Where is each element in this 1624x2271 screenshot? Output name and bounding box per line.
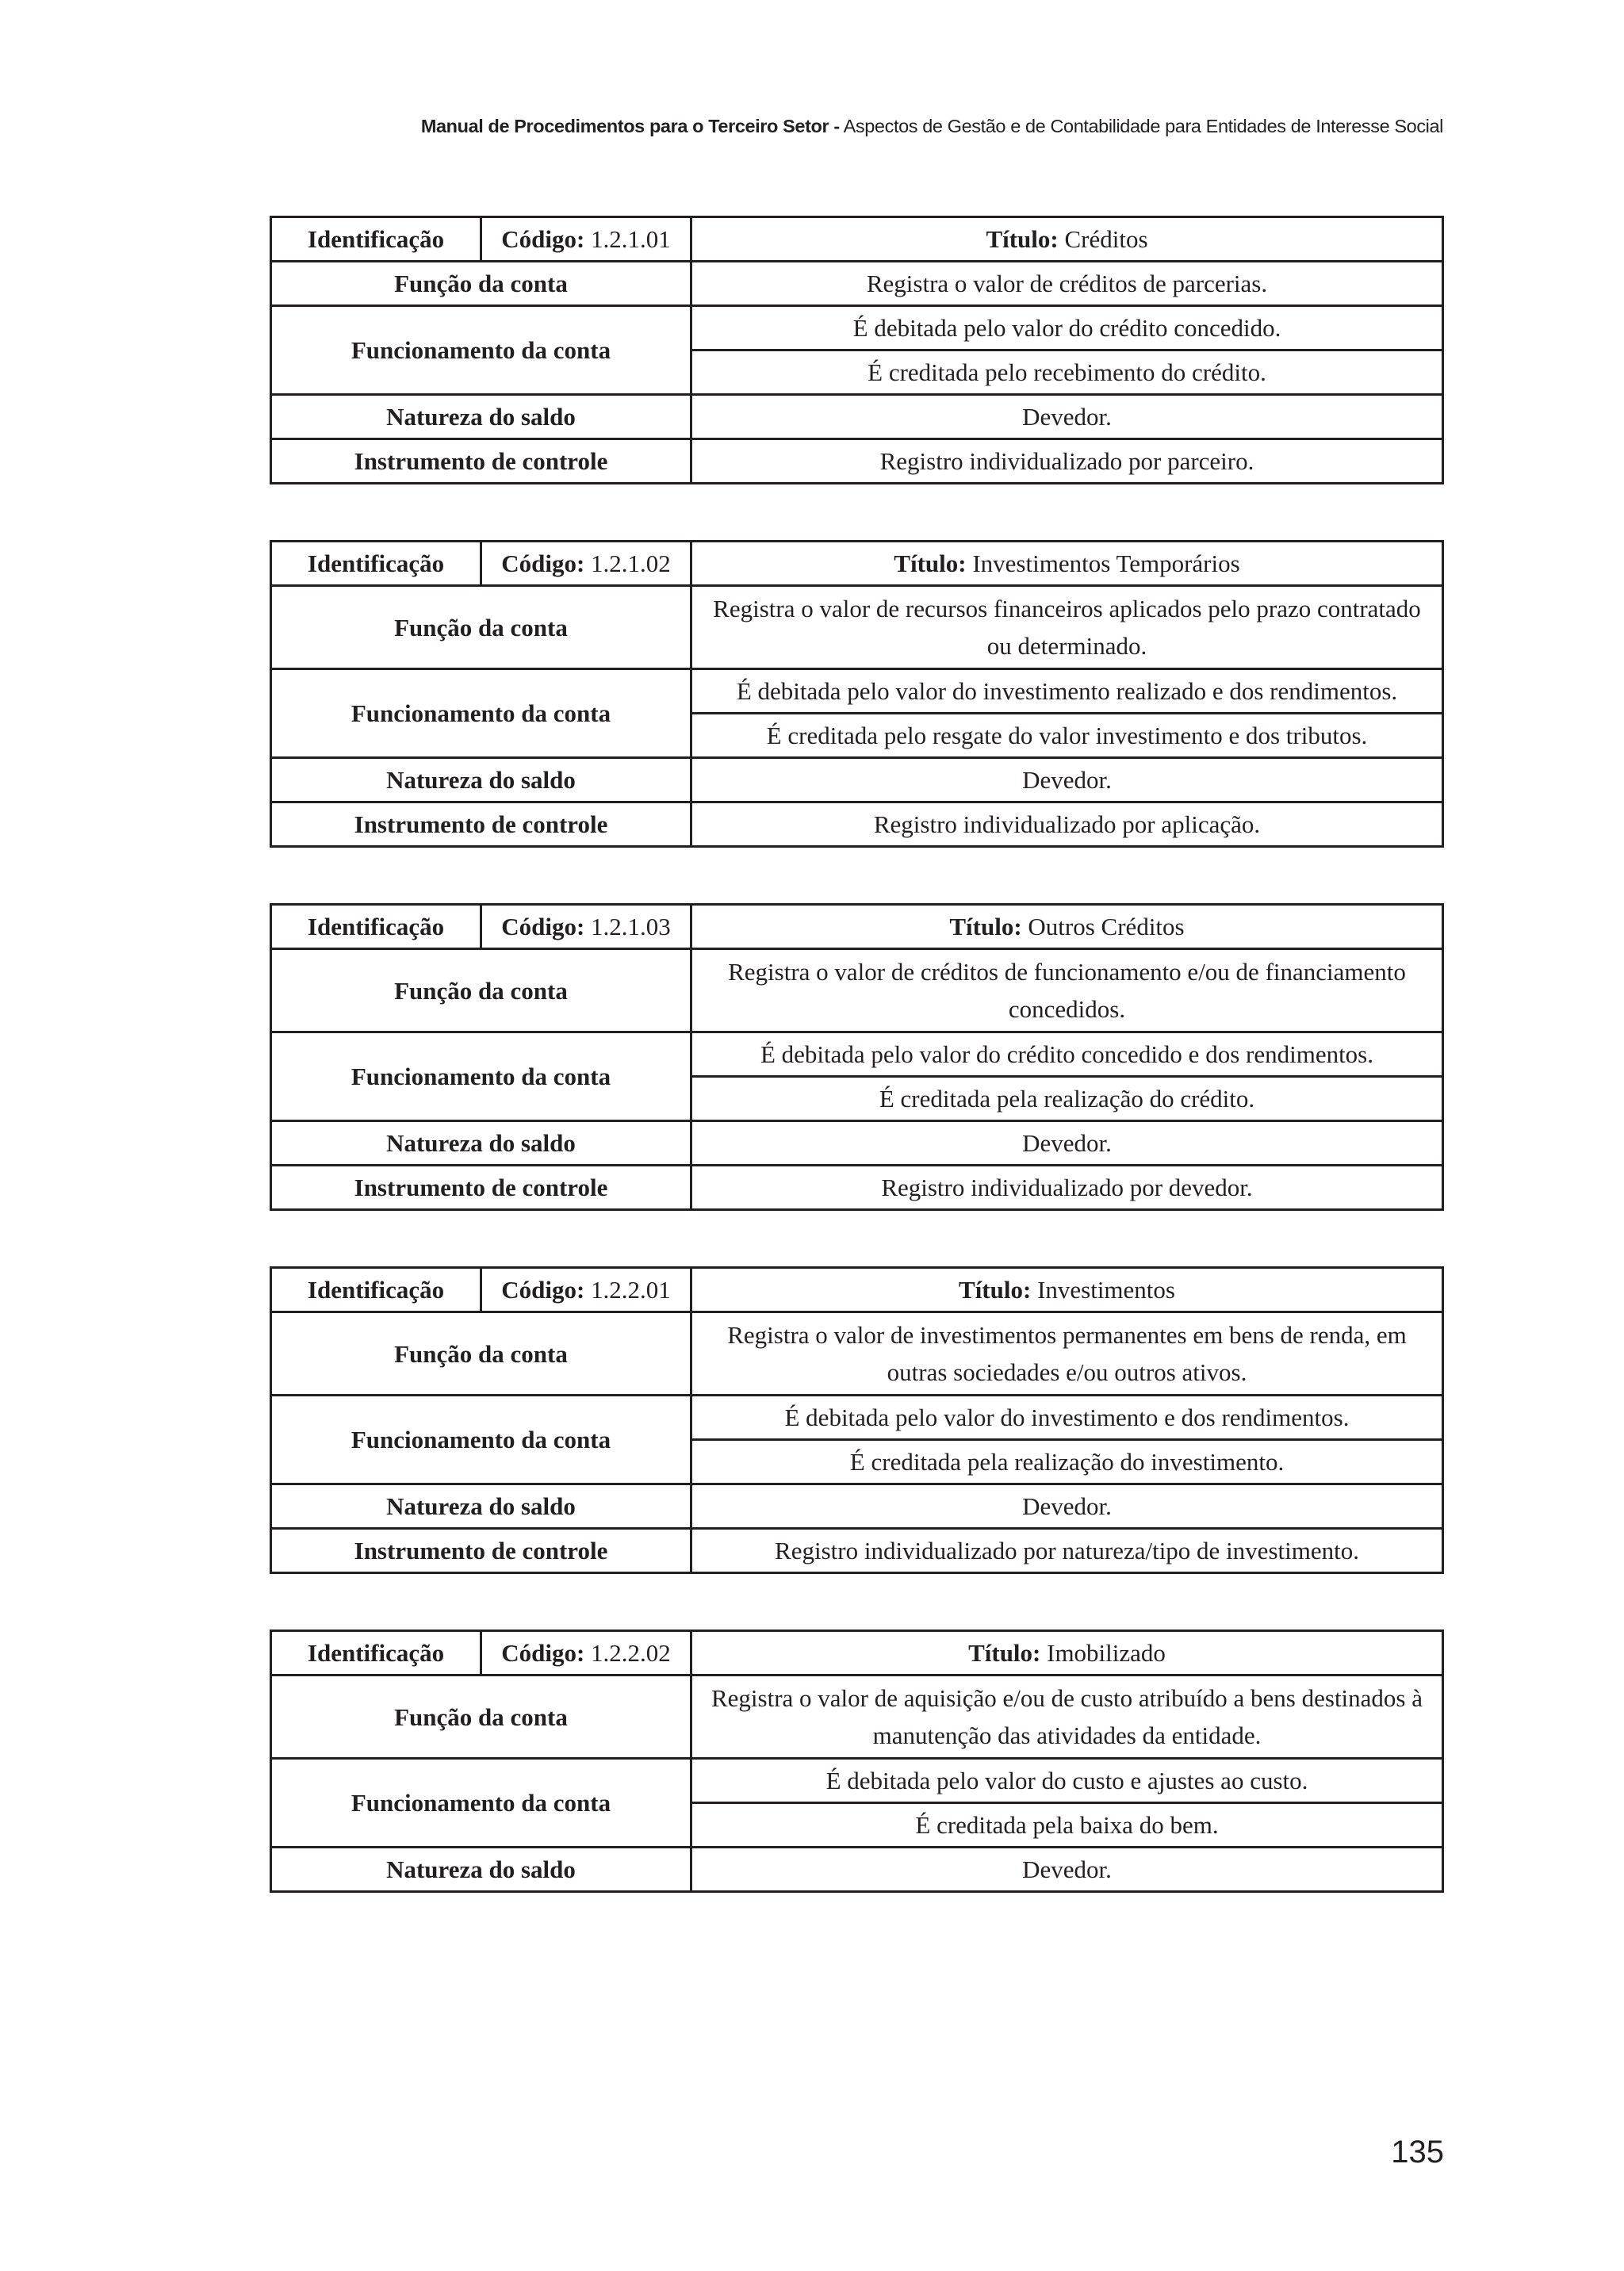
identification-row [271, 542, 1443, 586]
function-text: Registra o valor de aquisição e/ou de custo atribuído a bens destinados à manutenção das atividades da entidade. [691, 1675, 1443, 1759]
account-table [270, 216, 1444, 484]
account-code: Código: 1.2.2.02 [481, 1631, 691, 1675]
operation-row [271, 669, 1443, 714]
control-text: Registro individualizado por parceiro. [691, 439, 1443, 484]
account-table [270, 1266, 1444, 1574]
credit-text: É creditada pela baixa do bem. [691, 1803, 1443, 1848]
operation-label: Funcionamento da conta [271, 306, 691, 395]
account-title: Título: Investimentos [691, 1268, 1443, 1312]
operation-row [271, 1396, 1443, 1440]
control-label: Instrumento de controle [271, 439, 691, 484]
balance-text: Devedor. [691, 1121, 1443, 1166]
function-label: Função da conta [271, 1675, 691, 1759]
account-tables [270, 216, 1444, 1948]
balance-label: Natureza do saldo [271, 1848, 691, 1892]
balance-text: Devedor. [691, 758, 1443, 802]
function-row [271, 1675, 1443, 1759]
balance-label: Natureza do saldo [271, 1121, 691, 1166]
account-code: Código: 1.2.1.01 [481, 217, 691, 262]
control-text: Registro individualizado por natureza/tipo de investimento. [691, 1529, 1443, 1573]
header-separator: - [833, 116, 840, 136]
operation-label: Funcionamento da conta [271, 1759, 691, 1848]
running-header [395, 116, 1443, 137]
credit-text: É creditada pelo recebimento do crédito. [691, 350, 1443, 395]
control-label: Instrumento de controle [271, 1529, 691, 1573]
control-label: Instrumento de controle [271, 1166, 691, 1210]
account-title: Título: Imobilizado [691, 1631, 1443, 1675]
header-subtitle: Aspectos de Gestão e de Contabilidade para Entidades de Interesse Social [843, 116, 1443, 136]
function-text: Registra o valor de investimentos permanentes em bens de renda, em outras sociedades e/ou outros ativos. [691, 1312, 1443, 1396]
function-label: Função da conta [271, 1312, 691, 1396]
function-row [271, 262, 1443, 306]
function-label: Função da conta [271, 262, 691, 306]
control-text: Registro individualizado por aplicação. [691, 802, 1443, 847]
identification-label: Identificação [271, 905, 481, 949]
control-row [271, 1529, 1443, 1573]
identification-row [271, 905, 1443, 949]
header-title: Manual de Procedimentos para o Terceiro Setor [420, 116, 829, 136]
identification-label: Identificação [271, 217, 481, 262]
function-row [271, 586, 1443, 669]
control-row [271, 1166, 1443, 1210]
debit-text: É debitada pelo valor do crédito concedido e dos rendimentos. [691, 1032, 1443, 1077]
account-code: Código: 1.2.1.03 [481, 905, 691, 949]
account-code: Código: 1.2.1.02 [481, 542, 691, 586]
identification-label: Identificação [271, 542, 481, 586]
operation-row [271, 1759, 1443, 1803]
operation-row [271, 1032, 1443, 1077]
control-row [271, 439, 1443, 484]
operation-label: Funcionamento da conta [271, 669, 691, 758]
debit-text: É debitada pelo valor do crédito concedido. [691, 306, 1443, 350]
balance-label: Natureza do saldo [271, 1484, 691, 1529]
balance-label: Natureza do saldo [271, 758, 691, 802]
balance-row [271, 1121, 1443, 1166]
identification-label: Identificação [271, 1268, 481, 1312]
control-row [271, 802, 1443, 847]
account-table [270, 1630, 1444, 1893]
control-label: Instrumento de controle [271, 802, 691, 847]
account-title: Título: Investimentos Temporários [691, 542, 1443, 586]
balance-text: Devedor. [691, 1484, 1443, 1529]
account-title: Título: Outros Créditos [691, 905, 1443, 949]
balance-row [271, 1848, 1443, 1892]
credit-text: É creditada pela realização do crédito. [691, 1077, 1443, 1121]
function-text: Registra o valor de créditos de parcerias. [691, 262, 1443, 306]
control-text: Registro individualizado por devedor. [691, 1166, 1443, 1210]
balance-row [271, 758, 1443, 802]
debit-text: É debitada pelo valor do investimento realizado e dos rendimentos. [691, 669, 1443, 714]
page-number: 135 [1391, 2135, 1444, 2170]
function-text: Registra o valor de recursos financeiros aplicados pelo prazo contratado ou determinado. [691, 586, 1443, 669]
function-label: Função da conta [271, 949, 691, 1032]
identification-row [271, 217, 1443, 262]
operation-row [271, 306, 1443, 350]
credit-text: É creditada pelo resgate do valor investimento e dos tributos. [691, 714, 1443, 758]
balance-row [271, 1484, 1443, 1529]
balance-text: Devedor. [691, 395, 1443, 439]
identification-label: Identificação [271, 1631, 481, 1675]
identification-row [271, 1631, 1443, 1675]
balance-text: Devedor. [691, 1848, 1443, 1892]
debit-text: É debitada pelo valor do custo e ajustes ao custo. [691, 1759, 1443, 1803]
balance-row [271, 395, 1443, 439]
operation-label: Funcionamento da conta [271, 1032, 691, 1121]
account-code: Código: 1.2.2.01 [481, 1268, 691, 1312]
credit-text: É creditada pela realização do investimento. [691, 1440, 1443, 1484]
function-label: Função da conta [271, 586, 691, 669]
function-text: Registra o valor de créditos de funcionamento e/ou de financiamento concedidos. [691, 949, 1443, 1032]
balance-label: Natureza do saldo [271, 395, 691, 439]
account-table [270, 540, 1444, 848]
operation-label: Funcionamento da conta [271, 1396, 691, 1484]
account-title: Título: Créditos [691, 217, 1443, 262]
function-row [271, 1312, 1443, 1396]
function-row [271, 949, 1443, 1032]
account-table [270, 903, 1444, 1211]
identification-row [271, 1268, 1443, 1312]
debit-text: É debitada pelo valor do investimento e dos rendimentos. [691, 1396, 1443, 1440]
